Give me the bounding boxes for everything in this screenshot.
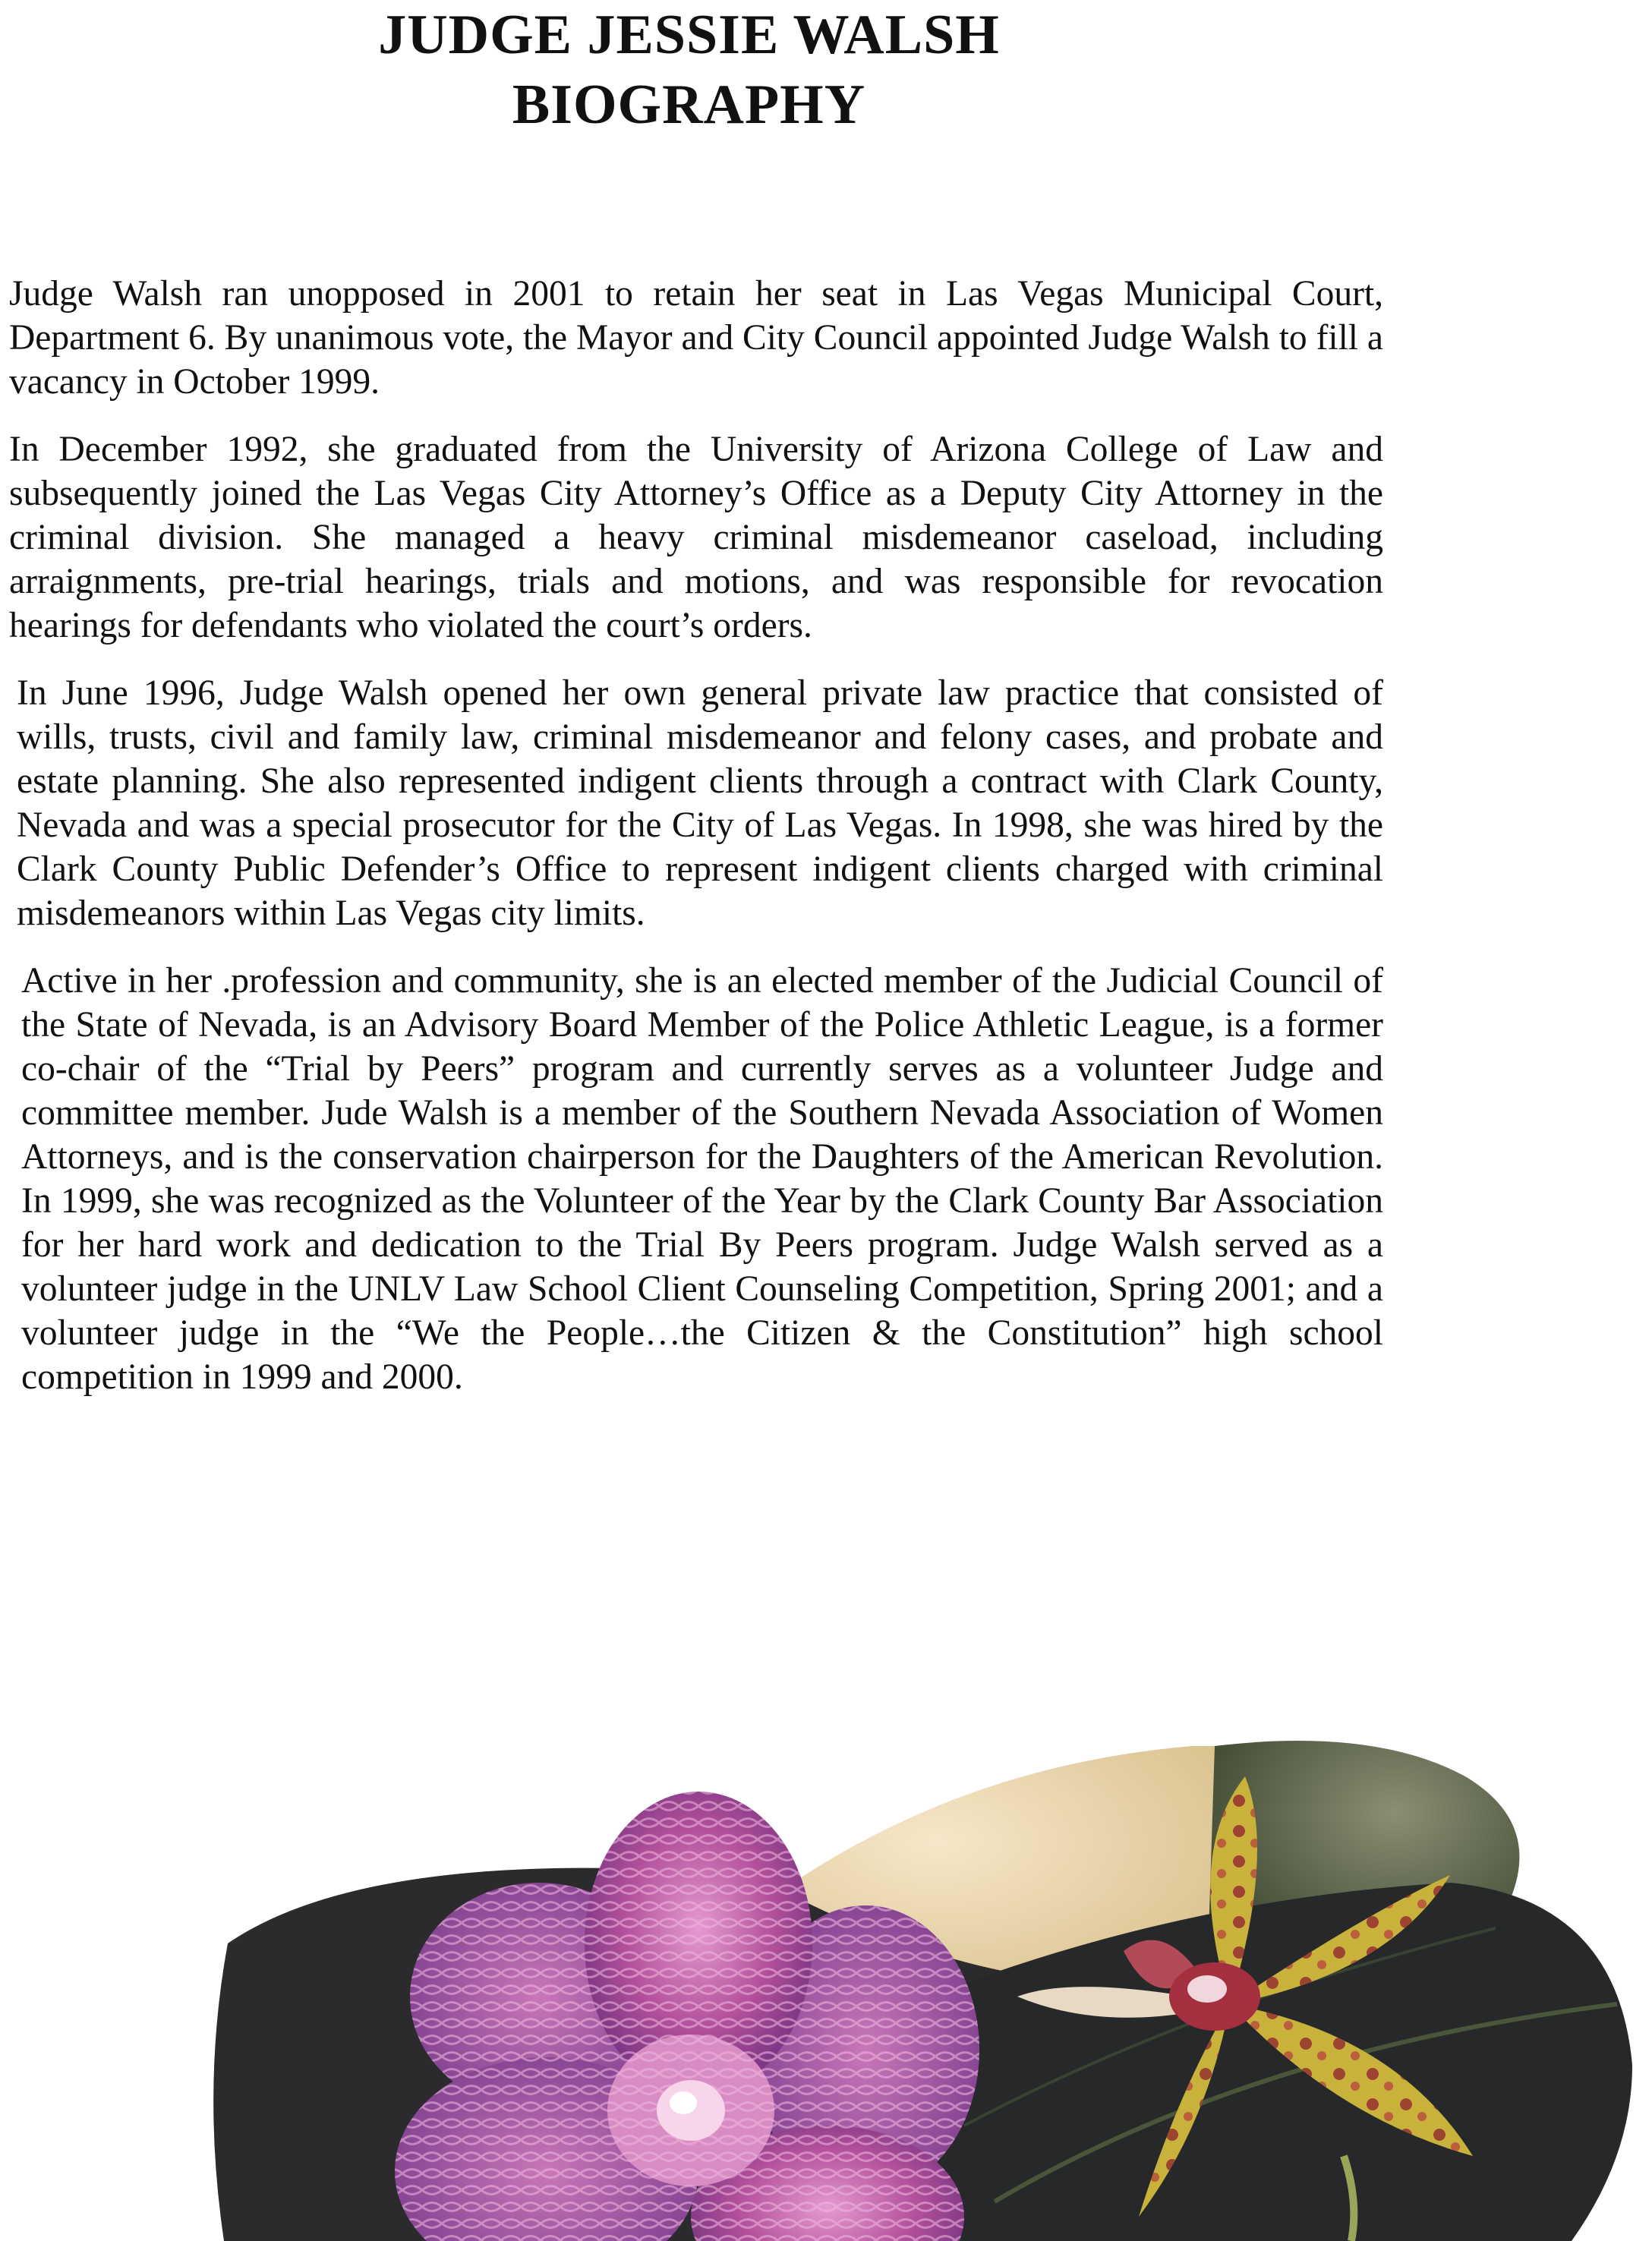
paragraph-election: Judge Walsh ran unopposed in 2001 to retain her seat in Las Vegas Municipal Court, Department 6. By unanimous vote, the Mayor and City Council appointed Judge Walsh to fill a vacancy in October 1999.: [9, 274, 1383, 402]
paragraph-education: In December 1992, she graduated from the University of Arizona College of Law and subsequently joined the Las Vegas City Attorney’s Office as a Deputy City Attorney in the criminal division. She managed a heavy criminal misdemeanor caseload, including arraignments, pre-trial hearings, trials and motions, and was responsible for revocation hearings for defendants who violated the court’s orders.: [9, 430, 1383, 645]
paragraph-private-practice: In June 1996, Judge Walsh opened her own general private law practice that consisted of wills, trusts, civil and family law, criminal misdemeanor and felony cases, and probate and estate planning. She also represented indigent clients through a contract with Clark County, Nevada and was a special prosecutor for the City of Las Vegas. In 1998, she was hired by the Clark County Public Defender’s Office to represent indigent clients charged with criminal misdemeanors within Las Vegas city limits.: [17, 673, 1383, 933]
orchid-artwork-image: [205, 1731, 1652, 2241]
page-title: [0, 0, 1378, 140]
biography-body: [9, 272, 1383, 1423]
title-line-name: JUDGE JESSIE WALSH: [378, 4, 1000, 66]
paragraph-community: Active in her .profession and community, she is an elected member of the Judicial Council of the State of Nevada, is an Advisory Board Member of the Police Athletic League, is a former co-chair of the “Trial by Peers” program and currently serves as a volunteer Judge and committee member. Jude Walsh is a member of the Southern Nevada Association of Women Attorneys, and is the conservation chairperson for the Daughters of the American Revolution. In 1999, she was recognized as the Volunteer of the Year by the Clark County Bar Association for her hard work and dedication to the Trial By Peers program. Judge Walsh served as a volunteer judge in the UNLV Law School Client Counseling Competition, Spring 2001; and a volunteer judge in the “We the People…the Citizen & the Constitution” high school competition in 1999 and 2000.: [21, 961, 1383, 1397]
title-line-biography: BIOGRAPHY: [512, 74, 866, 136]
